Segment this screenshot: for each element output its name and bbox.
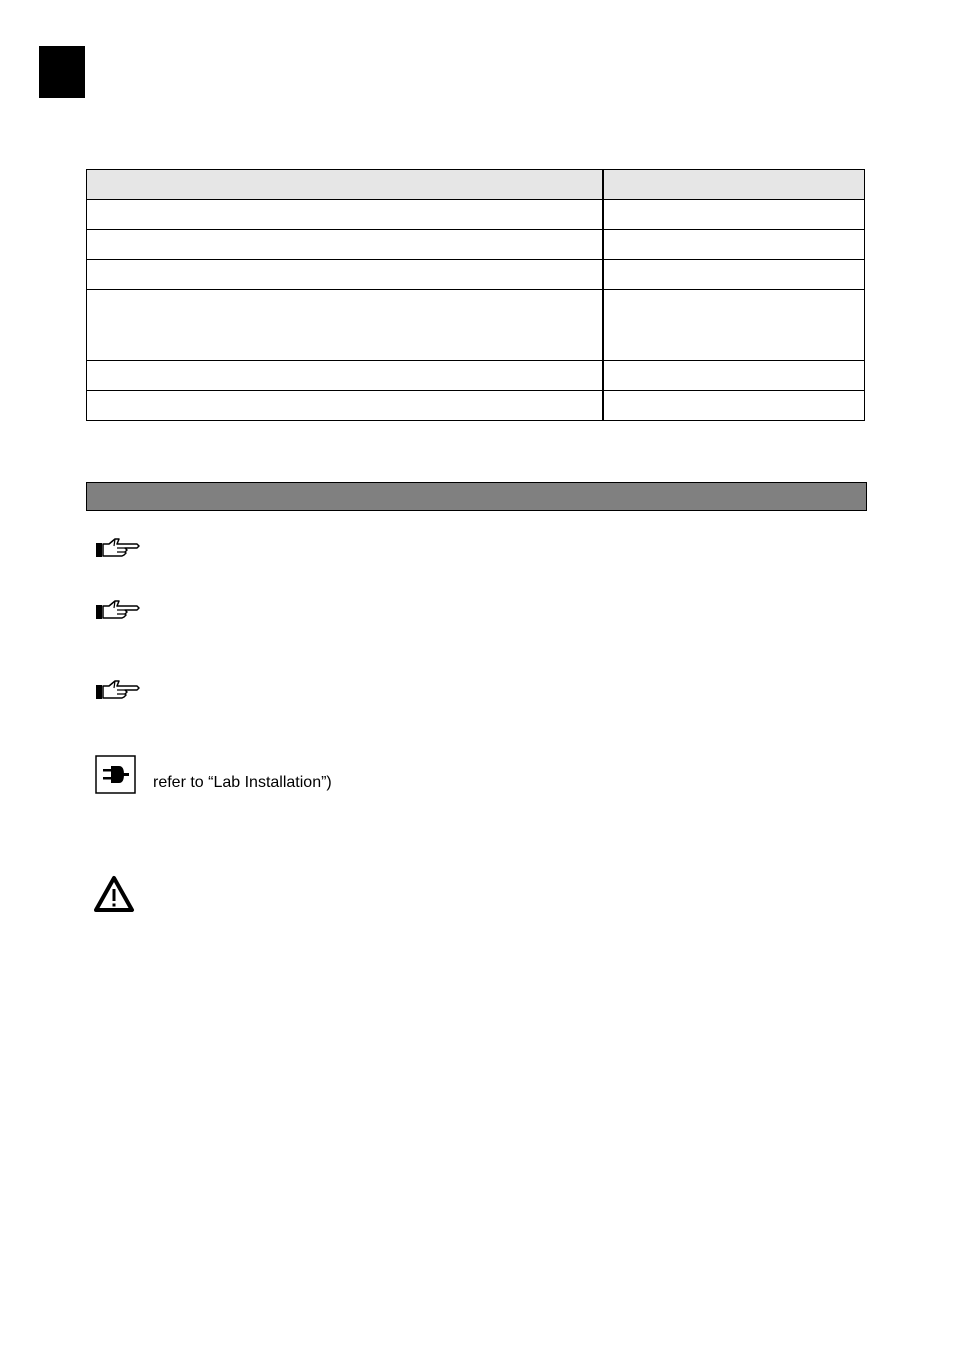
table-cell xyxy=(87,361,603,391)
table-row xyxy=(87,230,865,260)
table-row xyxy=(87,290,865,361)
table-cell xyxy=(603,230,865,260)
table-row xyxy=(87,391,865,421)
table-cell xyxy=(603,170,865,200)
table-row xyxy=(87,200,865,230)
table-cell xyxy=(603,361,865,391)
section-heading-bar xyxy=(86,482,867,511)
table-cell xyxy=(603,290,865,361)
table-header-row xyxy=(87,170,865,200)
pointing-hand-icon xyxy=(95,598,142,622)
table-cell xyxy=(87,260,603,290)
table-cell xyxy=(87,170,603,200)
table-cell xyxy=(603,391,865,421)
table-cell xyxy=(87,391,603,421)
spec-table xyxy=(86,169,865,421)
table-cell xyxy=(87,230,603,260)
pointing-hand-icon xyxy=(95,678,142,702)
table-row xyxy=(87,260,865,290)
power-plug-icon xyxy=(95,755,136,794)
warning-triangle-icon xyxy=(93,875,135,913)
table-cell xyxy=(87,200,603,230)
chapter-marker-block xyxy=(39,46,85,98)
table-cell xyxy=(87,290,603,361)
table-cell xyxy=(603,260,865,290)
pointing-hand-icon xyxy=(95,536,142,560)
table-cell xyxy=(603,200,865,230)
table-row xyxy=(87,361,865,391)
plug-note-text: refer to “Lab Installation”) xyxy=(153,774,332,791)
